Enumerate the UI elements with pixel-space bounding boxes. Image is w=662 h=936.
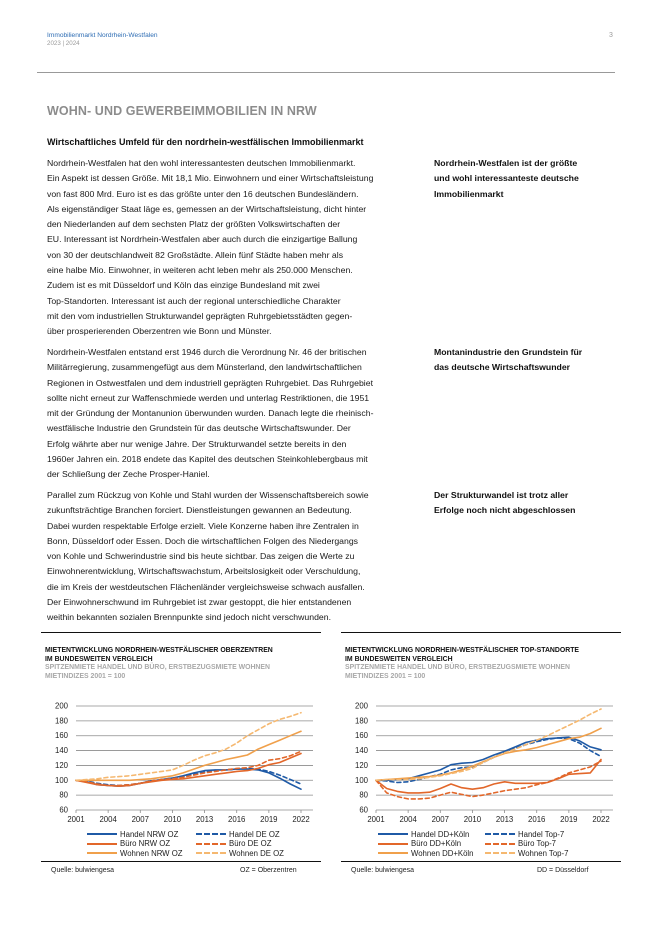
legend-item — [87, 839, 170, 849]
chart-title-line: MIETENTWICKLUNG NORDRHEIN-WESTFÄLISCHER TOP-STANDORTE — [345, 647, 580, 654]
chart-bottom-rule — [341, 861, 621, 862]
series-line — [376, 709, 601, 780]
text-line: Erfolg währte aber nur wenige Jahre. Der Strukturwandel setzte bereits in den — [47, 438, 347, 449]
legend-label: Büro NRW OZ — [120, 839, 171, 848]
text-line: 1960er Jahren ein. 2018 endete das Kapitel des deutschen Steinkohlebergbaus mit — [47, 454, 368, 465]
text-line: Der Einwohnerschwund im Ruhrgebiet ist zwar gestoppt, die hier entstandenen — [47, 597, 352, 608]
chart-subtitle-line: MIETINDIZES 2001 = 100 — [45, 672, 126, 680]
text-line: Nordrhein-Westfalen entstand erst 1946 durch die Verordnung Nr. 46 der britischen — [47, 347, 367, 357]
text-line: die im Kreis der westdeutschen Flächenländer vergleichsweise schwach ausfallen. — [47, 581, 365, 592]
text-line: und wohl interessanteste deutsche — [434, 173, 579, 184]
y-tick-label: 160 — [354, 731, 368, 741]
text-line: Als eigenständiger Staat läge es, gemessen an der Wirtschaftsleistung, dicht hinter — [47, 203, 367, 214]
legend-swatch — [378, 852, 408, 854]
text-line: weithin bekannten sozialen Brennpunkte sind jedoch nicht verschwunden. — [47, 612, 331, 623]
text-line: zukunftsträchtige Branchen forciert. Dienstleistungen gewannen an Bedeutung. — [47, 505, 352, 516]
chart-top-rule — [341, 632, 621, 633]
x-tick-label: 2013 — [495, 815, 514, 822]
chart-title-line: MIETENTWICKLUNG NORDRHEIN-WESTFÄLISCHER OBERZENTREN — [45, 647, 273, 654]
margin-note-1 — [434, 156, 624, 202]
chart-title — [345, 647, 579, 664]
text-line: von Kohle und Schwerindustrie sind bis heute sichtbar. Das zeigen die Werte zu — [47, 551, 355, 562]
paragraph-2 — [47, 345, 427, 483]
y-tick-label: 200 — [54, 701, 68, 711]
legend-label: Handel DD+Köln — [411, 829, 470, 839]
y-tick-label: 80 — [59, 790, 68, 800]
text-line: Zudem ist es mit Düsseldorf und Köln das einzige Bundesland mit zwei — [47, 280, 320, 291]
text-line: sollte nicht erneut zur Waffenschmiede werden und unterlag Restriktionen, die 1951 — [47, 392, 370, 403]
legend-item — [87, 848, 183, 858]
running-header-year: 2023 | 2024 — [47, 40, 80, 47]
text-line: eine halbe Mio. Einwohner, in weiteren acht leben mehr als 250.000 Menschen. — [47, 265, 353, 276]
legend-label: Handel Top-7 — [518, 829, 565, 839]
chart-subtitle — [345, 664, 570, 681]
legend-label: Wohnen Top-7 — [518, 848, 569, 858]
chart-subtitle-line: SPITZENMIETE HANDEL UND BÜRO, ERSTBEZUGSMIETE WOHNEN — [45, 664, 270, 671]
legend-item — [378, 829, 469, 839]
x-tick-label: 2022 — [292, 815, 310, 822]
text-line: Bonn, Düsseldorf oder Essen. Doch die wirtschaftlichen Folgen des Niedergangs — [47, 535, 358, 546]
y-tick-label: 100 — [54, 775, 68, 785]
text-line: westfälische Industrie den Grundstein für das deutsche Wirtschaftswunder. Der — [47, 423, 351, 434]
legend-swatch — [378, 843, 408, 845]
line-chart-plot — [341, 692, 621, 822]
chart-title-line: IM BUNDESWEITEN VERGLEICH — [45, 655, 153, 663]
text-line: Parallel zum Rückzug von Kohle und Stahl wurden der Wissenschaftsbereich sowie — [47, 490, 369, 500]
legend-swatch — [485, 833, 515, 835]
chart-subtitle — [45, 664, 270, 681]
x-tick-label: 2001 — [367, 815, 385, 822]
text-line: mit den vom industriellen Strukturwandel geprägten Ruhrgebietsstädten gegen- — [47, 310, 353, 321]
legend-label: Büro Top-7 — [518, 839, 556, 848]
x-tick-label: 2001 — [67, 815, 85, 822]
legend-label: Büro DE OZ — [229, 839, 272, 848]
x-tick-label: 2004 — [399, 815, 417, 822]
text-line: von fast 800 Mrd. Euro ist es das größte unter den 16 deutschen Bundesländern. — [47, 188, 359, 199]
legend-item — [196, 848, 284, 858]
x-tick-label: 2013 — [195, 815, 214, 822]
text-line: Ein Aspekt ist dessen Größe. Mit 18,1 Mio. Einwohnern und einer Wirtschaftsleistung — [47, 173, 374, 184]
x-tick-label: 2019 — [560, 815, 578, 822]
text-line: Erfolge noch nicht abgeschlossen — [434, 505, 576, 516]
chart-top-rule — [41, 632, 321, 633]
legend-swatch — [87, 843, 117, 845]
legend-swatch — [87, 833, 117, 835]
y-tick-label: 100 — [354, 775, 368, 785]
x-tick-label: 2007 — [431, 815, 449, 822]
x-tick-label: 2016 — [228, 815, 246, 822]
x-tick-label: 2010 — [163, 815, 182, 822]
legend-item — [378, 848, 474, 858]
text-line: Militärregierung, zusammengefügt aus dem Münsterland, den landwirtschaftlichen — [47, 362, 362, 373]
text-line: Regionen in Ostwestfalen und dem industriell geprägten Ruhrgebiet. Das Ruhrgebiet — [47, 377, 373, 388]
legend-swatch — [485, 852, 515, 854]
text-line: Montanindustrie den Grundstein für — [434, 347, 583, 357]
legend-swatch — [378, 833, 408, 835]
y-tick-label: 60 — [59, 805, 68, 815]
y-tick-label: 180 — [54, 716, 68, 726]
y-tick-label: 160 — [54, 731, 68, 741]
text-line: EU. Interessant ist Nordrhein-Westfalen aber auch durch die einzigartige Ballung — [47, 234, 358, 245]
legend-swatch — [485, 843, 515, 845]
legend-item — [485, 839, 556, 849]
x-tick-label: 2004 — [99, 815, 117, 822]
legend-label: Wohnen DE OZ — [229, 848, 284, 858]
series-line — [376, 760, 601, 793]
y-tick-label: 140 — [354, 746, 368, 756]
x-tick-label: 2022 — [592, 815, 610, 822]
x-tick-label: 2016 — [528, 815, 546, 822]
legend-item — [196, 839, 271, 849]
text-line: das deutsche Wirtschaftswunder — [434, 362, 571, 373]
text-line: über prosperierenden Oberzentren wie Bonn und Münster. — [47, 326, 272, 337]
page-number: 3 — [609, 32, 613, 39]
x-tick-label: 2007 — [131, 815, 149, 822]
legend-swatch — [196, 843, 226, 845]
legend-label: Handel NRW OZ — [120, 829, 179, 839]
text-line: Nordrhein-Westfalen hat den wohl interessantesten deutschen Immobilienmarkt. — [47, 158, 356, 168]
subheading: Wirtschaftliches Umfeld für den nordrhein-westfälischen Immobilienmarkt — [47, 137, 364, 147]
chart-title — [45, 647, 273, 664]
legend-label: Büro DD+Köln — [411, 839, 462, 848]
y-tick-label: 60 — [359, 805, 368, 815]
text-line: Einwohnerentwicklung, Wirtschaftswachstum, Arbeitslosigkeit oder Verschuldung, — [47, 566, 361, 577]
chart-source: Quelle: bulwiengesa — [51, 867, 115, 874]
legend-item — [485, 829, 564, 839]
legend-label: Handel DE OZ — [229, 829, 280, 839]
chart-title-line: IM BUNDESWEITEN VERGLEICH — [345, 655, 453, 663]
y-tick-label: 80 — [359, 790, 368, 800]
legend-item — [87, 829, 178, 839]
chart-abbreviation-note: DD = Düsseldorf — [537, 867, 589, 874]
legend-item — [196, 829, 280, 839]
legend-item — [378, 839, 461, 849]
text-line: Top-Standorten. Interessant ist auch der regional unterschiedliche Charakter — [47, 295, 341, 306]
text-line: Der Strukturwandel ist trotz aller — [434, 490, 569, 500]
x-tick-label: 2019 — [260, 815, 278, 822]
legend-swatch — [87, 852, 117, 854]
text-line: der Schließung der Zeche Prosper-Haniel. — [47, 469, 210, 480]
line-chart-plot — [41, 692, 321, 822]
text-line: Nordrhein-Westfalen ist der größte — [434, 158, 578, 168]
legend-swatch — [196, 852, 226, 854]
chart-abbreviation-note: OZ = Oberzentren — [240, 867, 297, 874]
margin-note-2 — [434, 345, 624, 376]
legend-swatch — [196, 833, 226, 835]
y-tick-label: 120 — [54, 760, 68, 770]
legend-item — [485, 848, 568, 858]
text-line: den Niederlanden auf dem sechsten Platz der größten Volkswirtschaften der — [47, 219, 341, 230]
header-divider — [37, 72, 615, 73]
text-line: Dabei wurden respektable Erfolge erzielt. Viele Konzerne haben ihre Zentralen in — [47, 520, 359, 531]
paragraph-3 — [47, 488, 427, 626]
chart-subtitle-line: MIETINDIZES 2001 = 100 — [345, 672, 426, 680]
running-header-title: Immobilienmarkt Nordrhein-Westfalen — [47, 32, 158, 39]
chart-bottom-rule — [41, 861, 321, 862]
y-tick-label: 140 — [54, 746, 68, 756]
x-tick-label: 2010 — [463, 815, 482, 822]
y-tick-label: 180 — [354, 716, 368, 726]
text-line: von 30 der deutschlandweit 82 Großstädte. Allein fünf Städte haben mehr als — [47, 249, 344, 260]
chart-source: Quelle: bulwiengesa — [351, 867, 415, 874]
y-tick-label: 200 — [354, 701, 368, 711]
chart-subtitle-line: SPITZENMIETE HANDEL UND BÜRO, ERSTBEZUGSMIETE WOHNEN — [345, 664, 570, 671]
margin-note-3 — [434, 488, 624, 519]
legend-label: Wohnen DD+Köln — [411, 848, 474, 858]
y-tick-label: 120 — [354, 760, 368, 770]
text-line: Immobilienmarkt — [434, 188, 504, 199]
text-line: mit der Gründung der Montanunion überwunden wurden. Danach legte die rheinisch- — [47, 408, 374, 419]
legend-label: Wohnen NRW OZ — [120, 848, 183, 858]
chart-top-standorte — [341, 632, 621, 882]
chart-oberzentren — [41, 632, 321, 882]
series-line — [76, 754, 301, 787]
paragraph-1 — [47, 156, 427, 340]
section-title: WOHN- UND GEWERBEIMMOBILIEN IN NRW — [47, 104, 317, 118]
